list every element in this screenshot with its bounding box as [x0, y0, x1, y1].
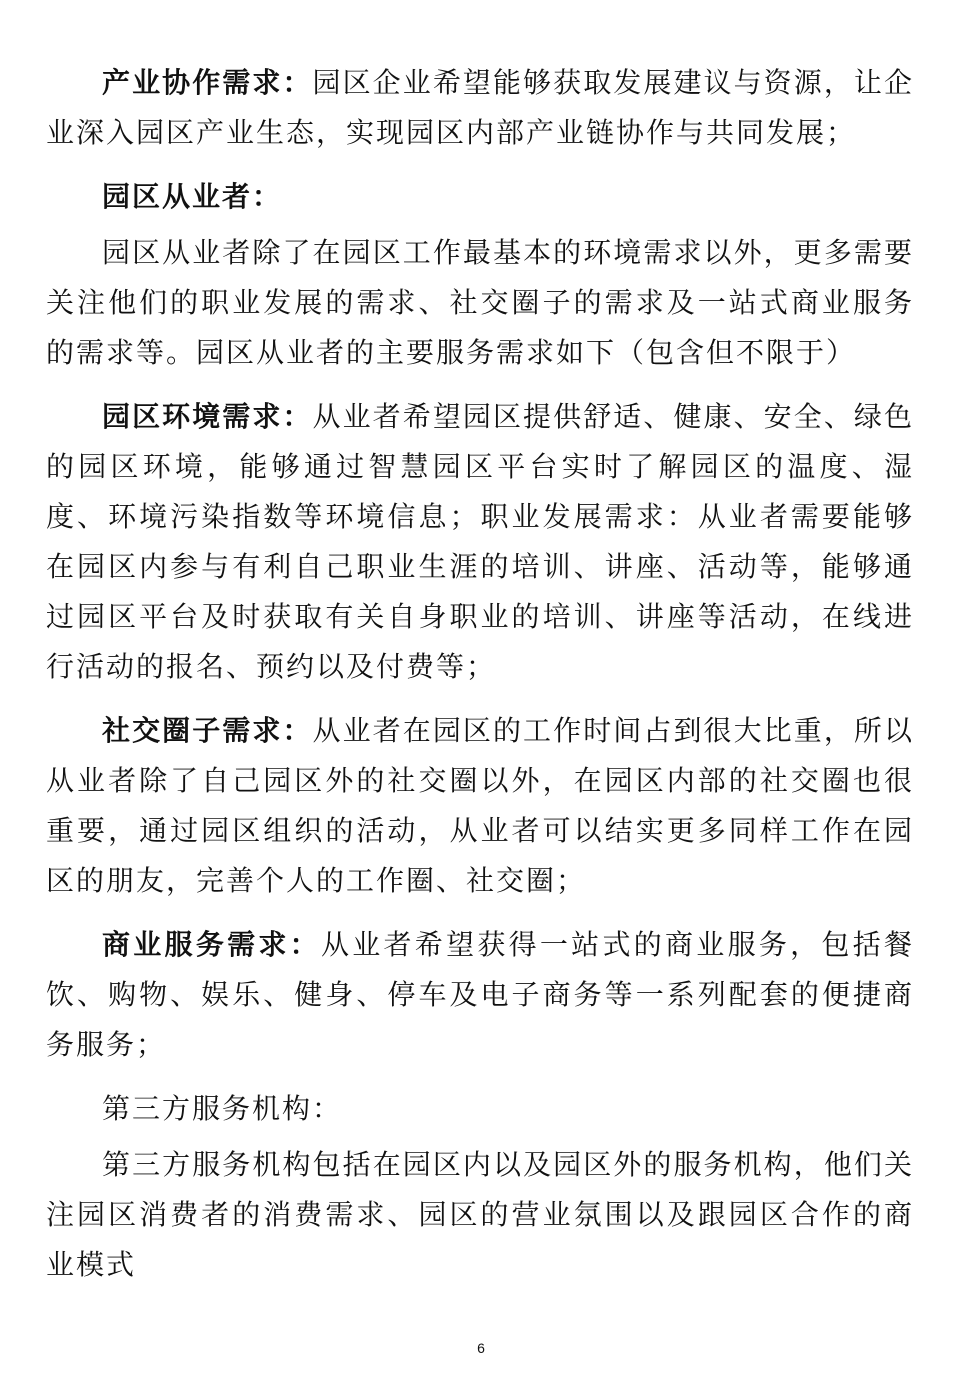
section-heading-third-party [46, 1084, 914, 1134]
paragraph-text: 从业者在园区的工作时间占到很大比重，所以从业者除了自己园区外的社交圈以外，在园区内部的社交圈也很重要，通过园区组织的活动，从业者可以结实更多同样工作在园区的朋友，完善个人的工作圈、社交圈； [46, 714, 914, 897]
paragraph-text: 园区企业希望能够获取发展建议与资源，让企业深入园区产业生态，实现园区内部产业链协作与共同发展； [46, 66, 914, 149]
paragraph-text: 第三方服务机构包括在园区内以及园区外的服务机构，他们关注园区消费者的消费需求、园区的营业氛围以及跟园区合作的商业模式 [46, 1148, 914, 1281]
paragraph-text: 从业者希望园区提供舒适、健康、安全、绿色的园区环境，能够通过智慧园区平台实时了解园区的温度、湿度、环境污染指数等环境信息；职业发展需求：从业者需要能够在园区内参与有利自己职业生涯的培训、讲座、活动等，能够通过园区平台及时获取有关自身职业的培训、讲座等活动，在线进行活动的报名、预约以及付费等； [46, 400, 914, 683]
paragraph-third-party-intro [46, 1140, 914, 1290]
paragraph-text: 园区从业者除了在园区工作最基本的环境需求以外，更多需要关注他们的职业发展的需求、社交圈子的需求及一站式商业服务的需求等。园区从业者的主要服务需求如下（包含但不限于） [46, 236, 914, 369]
paragraph-text: 第三方服务机构： [102, 1092, 343, 1125]
paragraph-employees-intro [46, 228, 914, 378]
paragraph-industry-collaboration [46, 58, 914, 158]
paragraph-lead: 园区从业者： [102, 180, 283, 213]
page-number: 6 [477, 1340, 485, 1356]
paragraph-lead: 社交圈子需求： [102, 714, 313, 747]
document-body [46, 58, 914, 1304]
paragraph-social-circle [46, 706, 914, 906]
paragraph-lead: 商业服务需求： [102, 928, 321, 961]
paragraph-text: 从业者希望获得一站式的商业服务，包括餐饮、购物、娱乐、健身、停车及电子商务等一系列配套的便捷商务服务； [46, 928, 914, 1061]
paragraph-lead: 园区环境需求： [102, 400, 313, 433]
paragraph-business-services [46, 920, 914, 1070]
paragraph-park-environment [46, 392, 914, 692]
section-heading-park-employees [46, 172, 914, 222]
paragraph-lead: 产业协作需求： [102, 66, 313, 99]
